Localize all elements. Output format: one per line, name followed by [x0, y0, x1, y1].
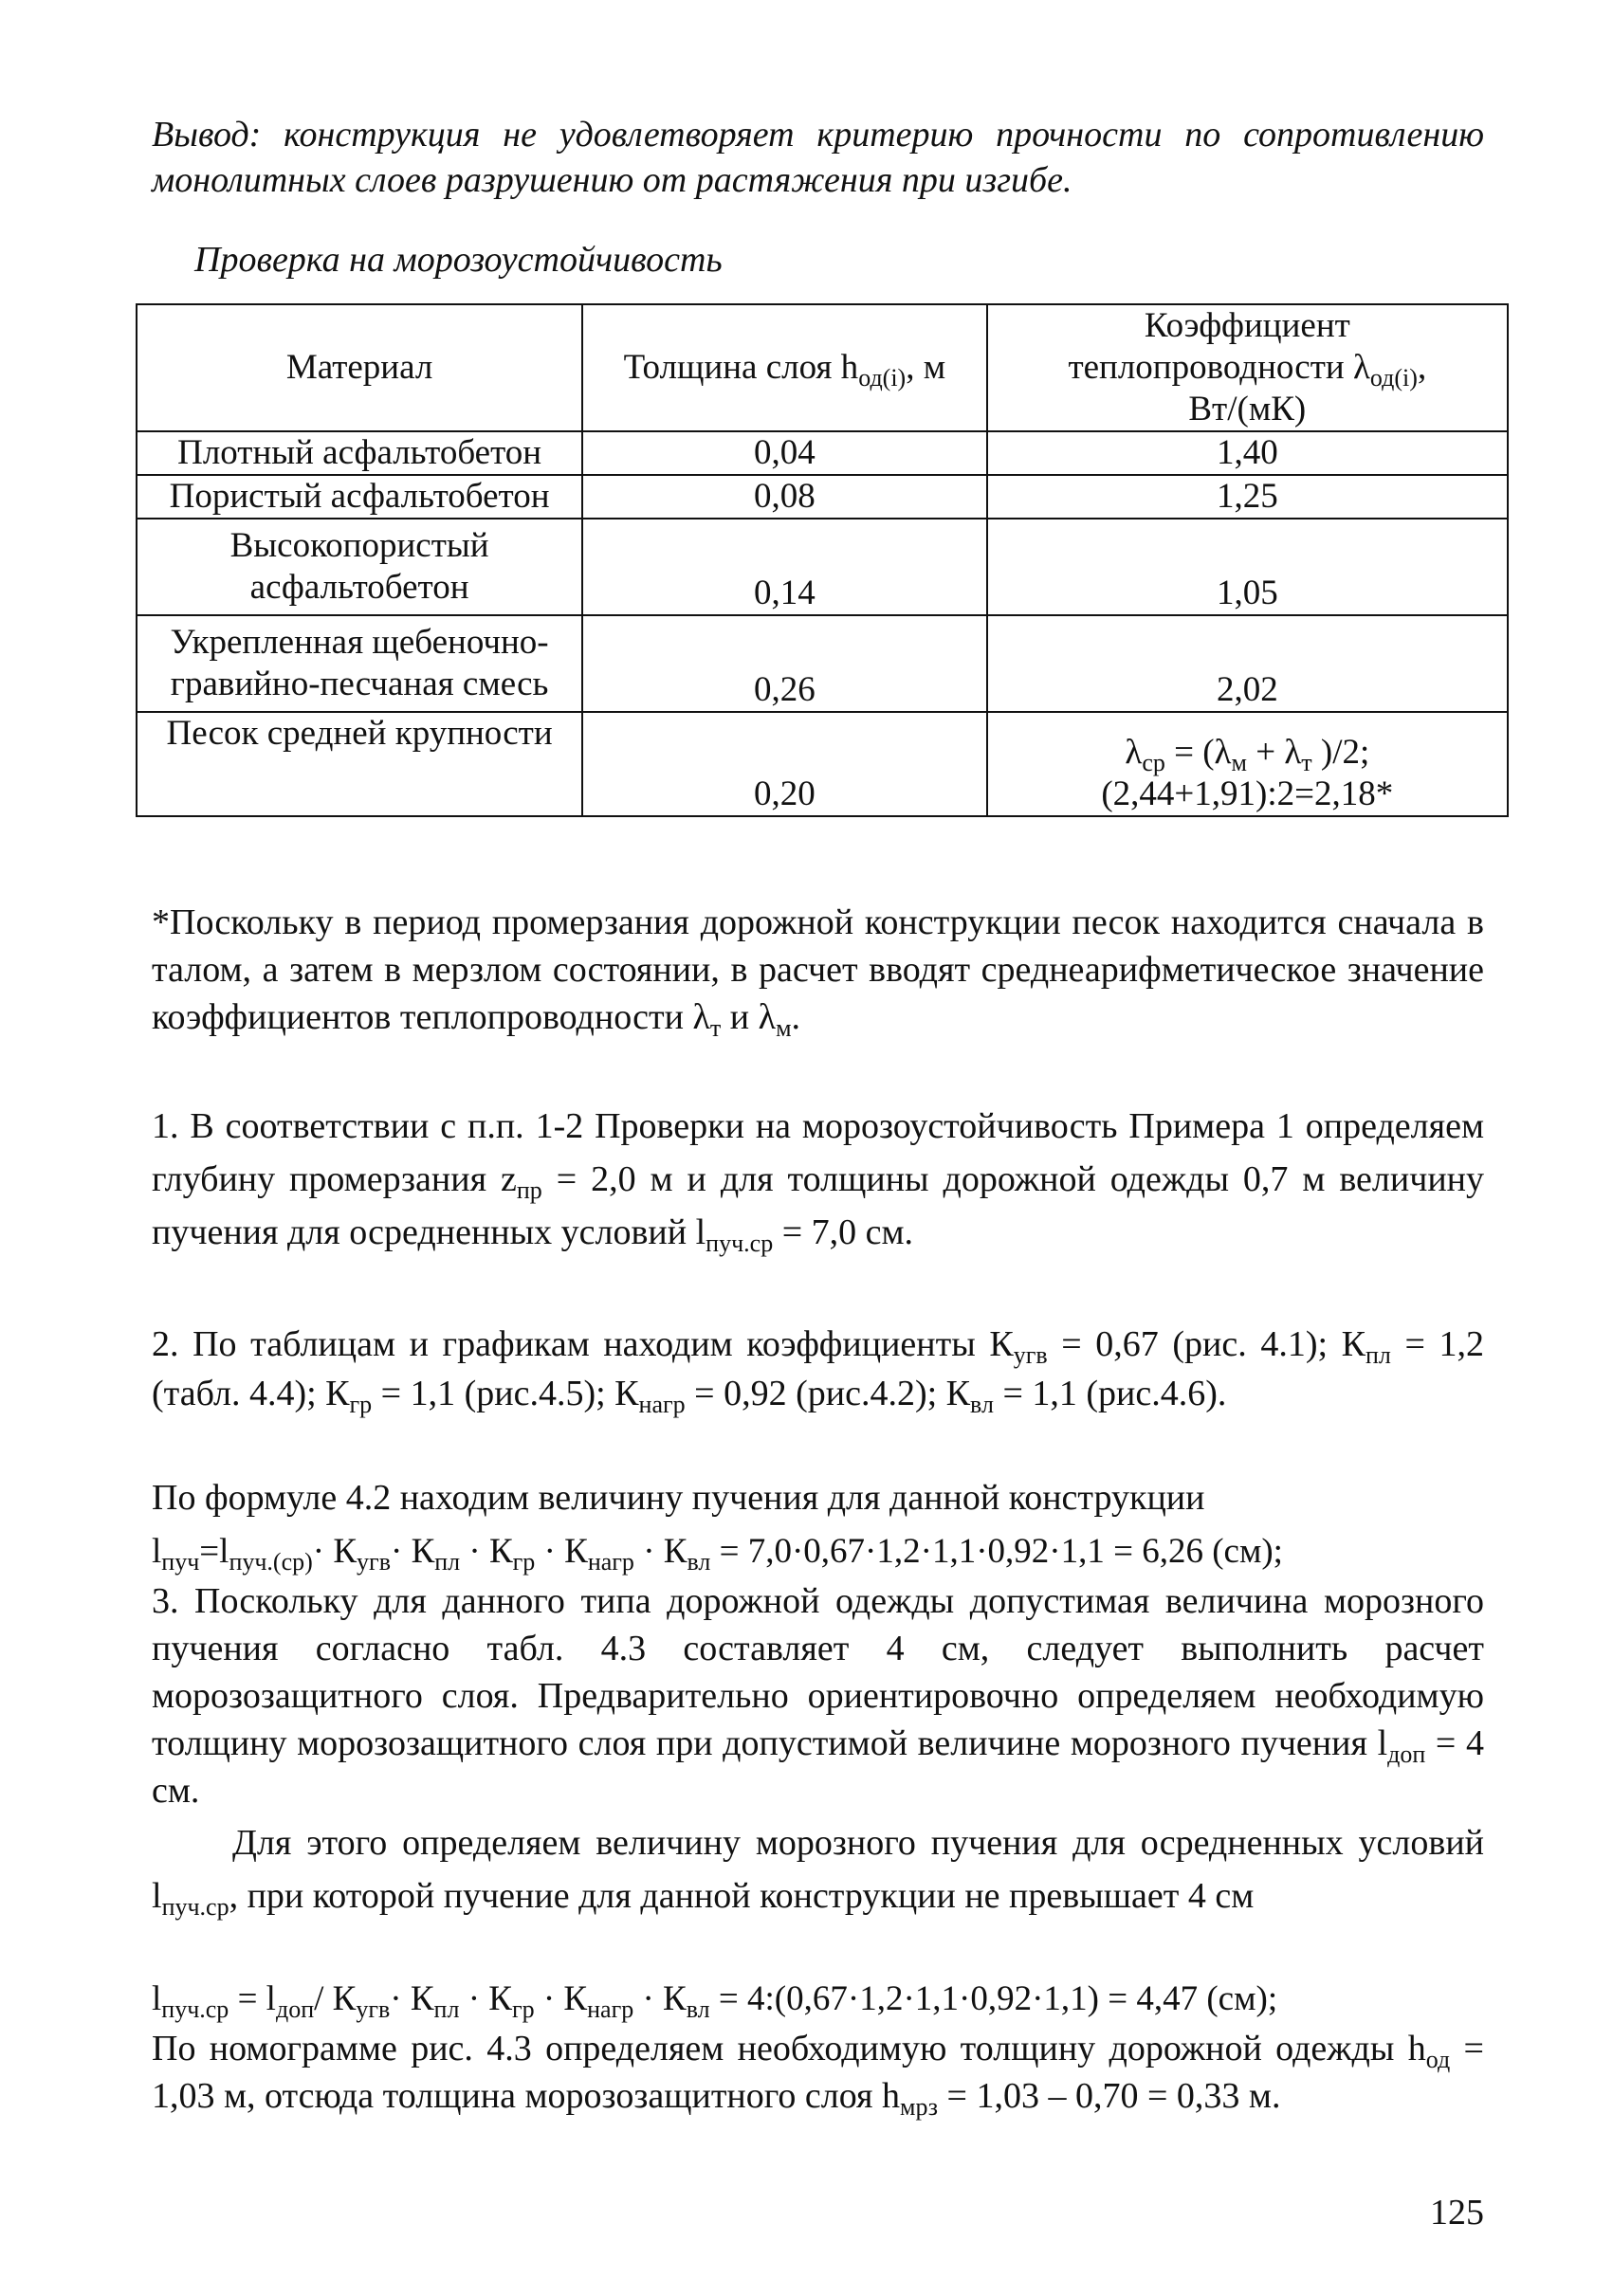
- header-conductivity: Коэффициент теплопроводности $\lambda_{од(i)}$, Вт/(мК): [987, 304, 1508, 431]
- table-row: [137, 615, 1508, 712]
- header-material: Материал: [137, 304, 582, 431]
- footnote-paragraph: *Поскольку в период промерзания дорожной конструкции песок находится сначала в талом, а затем в мерзлом состоянии, в расчет вводят среднеарифметическое значение коэффициентов теплопроводности $\lambda_т$ и $\lambda_м$.: [152, 902, 1484, 1042]
- cell-conductivity: 1,40: [987, 431, 1508, 475]
- cell-thickness: 0,14: [582, 519, 986, 615]
- step-3-paragraph: 3. Поскольку для данного типа дорожной одежды допустимая величина морозного пучения согласно табл. 4.3 составляет 4 см, следует выполнить расчет морозозащитного слоя. Предварительно ориентировочно определяем необходимую толщину морозозащитного слоя при допустимой величине морозного пучения $l_{доп} = 4$ см.: [152, 1581, 1484, 1811]
- step-2-paragraph: 2. По таблицам и графикам находим коэффициенты $К_{угв} = 0,67$ (рис. 4.1); $К_{пл} = 1,2$ (табл. 4.4); $К_{гр} = 1,1$ (рис.4.5); $К_{нагр} = 0,92$ (рис.4.2); $К_{вл} = 1,1$ (рис.4.6).: [152, 1324, 1484, 1418]
- cell-conductivity: 1,25: [987, 475, 1508, 519]
- section-title: Проверка на морозоустойчивость: [194, 240, 723, 280]
- paragraph-averaged-conditions: Для этого определяем величину морозного пучения для осредненных условий $l_{пуч.ср}$, при которой пучение для данной конструкции не превышает 4 см: [152, 1823, 1484, 1921]
- cell-conductivity: $\lambda_{ср} = (\lambda_м + \lambda_т$ )/2; (2,44+1,91):2=2,18*: [987, 712, 1508, 816]
- formula-heave-calculation: $l_{пуч}=l_{пуч.(ср)}\cdot К_{угв}\cdot К_{пл} \cdot К_{гр} \cdot К_{нагр} \cdot К_{вл} = 7,0\cdot 0,67\cdot 1,2\cdot 1,1\cdot 0,92\cdot 1,1 = 6,26$ (см);: [152, 1532, 1283, 1576]
- header-thickness: Толщина слоя $h_{од(i)}$, м: [582, 304, 986, 431]
- cell-material: Плотный асфальтобетон: [137, 431, 582, 475]
- formula-intro: По формуле 4.2 находим величину пучения для данной конструкции: [152, 1478, 1205, 1518]
- material-properties-table: [136, 303, 1509, 817]
- table-row: [137, 431, 1508, 475]
- table-row: [137, 519, 1508, 615]
- cell-conductivity: 1,05: [987, 519, 1508, 615]
- step-1-paragraph: 1. В соответствии с п.п. 1-2 Проверки на морозоустойчивость Примера 1 определяем глубину промерзания $z_{пр} = 2,0$ м и для толщины дорожной одежды 0,7 м величину пучения для осредненных условий $l_{пуч.ср} = 7,0$ см.: [152, 1106, 1484, 1257]
- cell-thickness: 0,04: [582, 431, 986, 475]
- cell-thickness: 0,20: [582, 712, 986, 816]
- cell-material: Высокопористый асфальтобетон: [137, 519, 582, 615]
- table-row: [137, 712, 1508, 816]
- page-number: 125: [1430, 2193, 1484, 2232]
- cell-thickness: 0,08: [582, 475, 986, 519]
- cell-material: Пористый асфальтобетон: [137, 475, 582, 519]
- cell-thickness: 0,26: [582, 615, 986, 712]
- final-paragraph: По номограмме рис. 4.3 определяем необходимую толщину дорожной одежды $h_{од} = 1,03$ м, отсюда толщина морозозащитного слоя $h_{мрз} = 1,03 - 0,70 = 0,33$ м.: [152, 2029, 1484, 2121]
- conclusion-paragraph: Вывод: конструкция не удовлетворяет критерию прочности по сопротивлению монолитных слоев разрушению от растяжения при изгибе.: [152, 115, 1484, 200]
- formula-averaged-heave: $l_{пуч.ср} = l_{доп}/$ $К_{угв}\cdot К_{пл} \cdot К_{гр} \cdot К_{нагр} \cdot К_{вл}$ = 4:(0,67·1,2·1,1·0,92·1,1) = 4,47 (см);: [152, 1979, 1278, 2023]
- table-row: [137, 475, 1508, 519]
- cell-conductivity: 2,02: [987, 615, 1508, 712]
- cell-material: Песок средней крупности: [137, 712, 582, 816]
- table-header-row: [137, 304, 1508, 431]
- cell-material: Укрепленная щебеночно-гравийно-песчаная смесь: [137, 615, 582, 712]
